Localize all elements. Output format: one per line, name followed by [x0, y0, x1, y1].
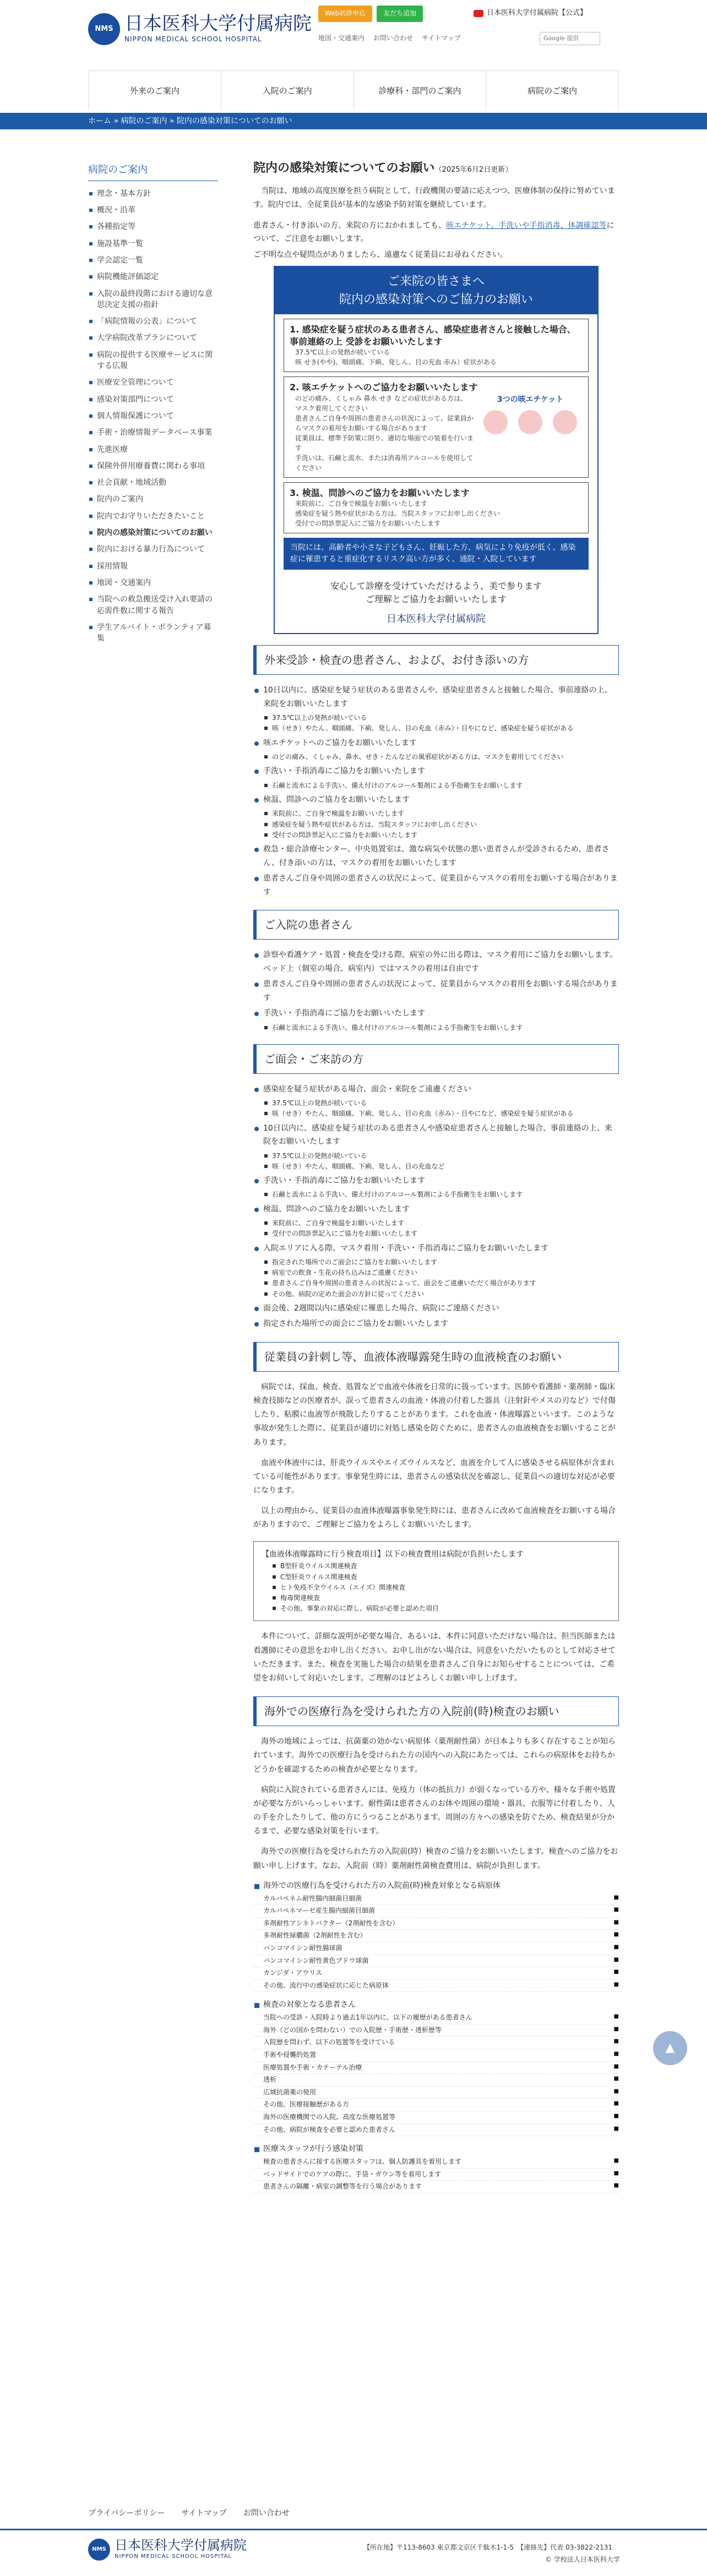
matrix-row: [253, 2037, 619, 2049]
matrix-label: その他、流行中の感染症状に応じた病原体: [263, 1981, 389, 1989]
matrix-row: [253, 1967, 619, 1980]
list-item: 指定された場所での面会にご協力をお願いいたします: [253, 1317, 619, 1331]
sub-list-item: 受付での問診票記入にご協力をお願いいたします: [253, 1229, 619, 1239]
matrix-label: 当院への受診・入院時より過去1年以内に、以下の履歴がある患者さん: [263, 2013, 472, 2022]
search-input[interactable]: Google 提供: [540, 32, 600, 45]
footer-logo-en: NIPPON MEDICAL SCHOOL HOSPITAL: [115, 2553, 232, 2560]
staff-measures-title: 医療スタッフが行う感染対策: [253, 2143, 619, 2156]
header-link-sitemap[interactable]: サイトマップ: [422, 34, 461, 42]
matrix-mark: ■: [613, 2026, 619, 2032]
blood-exposure-text-4: 本件について、詳細な説明が必要な場合、あるいは、本件に同意いただけない場合は、担当医師または看護師にその意思をお申し出ください。お申し出がない場合は、同意をいただいたものとして対応させていただきます。また、検査を実施した場合の結果を患者さんご自身にお知らせすることについては、ご希望をお伺いして対応いたします。ご理解のほどよろしくお願い申し上げます。: [253, 1632, 616, 1683]
footer-address: 【所在地】〒113-8603 東京都文京区千駄木1-1-5 【連絡先】代表 03-3822-2131: [363, 2544, 612, 2551]
sub-list-item: 37.5℃以上の発熱が続いている: [253, 1151, 619, 1161]
list-item: 手洗い・手指消毒にご協力をお願いいたします: [253, 765, 619, 778]
nav-departments[interactable]: 診療科・部門のご案内: [354, 71, 486, 110]
matrix-row: [253, 2156, 619, 2169]
cough-etiquette-link[interactable]: 咳エチケット、手洗いや手指消毒、体調確認等: [446, 221, 607, 230]
poster-list-item: 従業員は、標準予防策に則り、適切な場面での装着を行います: [295, 434, 474, 452]
sleeve-person-icon: [553, 410, 577, 434]
poster-box-2-title: 2. 咳エチケットへのご協力をお願いいたします: [290, 382, 478, 393]
sidebar-item[interactable]: 社会貢献・地域活動: [88, 474, 218, 491]
matrix-mark: ■: [613, 2076, 619, 2082]
matrix-row: [253, 2012, 619, 2024]
main-content: [253, 159, 619, 2476]
section-blood-exposure: 従業員の針刺し等、血液体液曝露発生時の血液検査のお願い: [253, 1342, 619, 1372]
matrix-row: [253, 2074, 619, 2087]
copyright: © 学校法人日本医科大学: [545, 2556, 620, 2563]
sidebar-item[interactable]: 概況・沿革: [88, 202, 218, 219]
poster-list-item: 感染症を疑う熱や症状がある方は、当院スタッフにお申し出ください: [295, 510, 501, 518]
header-link-contact[interactable]: お問い合わせ: [373, 34, 414, 42]
intro-text-2: [253, 219, 619, 246]
sidebar-item[interactable]: 院内における暴力行為について: [88, 541, 218, 558]
matrix-label: 透析: [263, 2076, 277, 2084]
test-item: その他、事象の対応に際し、病院が必要と認めた項目: [262, 1603, 611, 1614]
sidebar-item[interactable]: 施設基準一覧: [88, 236, 218, 252]
footer-link-contact[interactable]: お問い合わせ: [243, 2509, 290, 2518]
sidebar-item[interactable]: 院内でお守りいただきたいこと: [88, 508, 218, 525]
sub-list-item: 37.5℃以上の発熱が続いている: [253, 713, 619, 723]
logo-emblem-icon: NMS: [88, 13, 120, 45]
test-item: B型肝炎ウイルス関連検査: [262, 1561, 611, 1571]
matrix-label: 海外（どの国かを問わない）での入院歴・手術歴・透析歴等: [263, 2026, 442, 2034]
poster-list-item: 37.5℃以上の発熱が続いている: [295, 348, 390, 357]
matrix-label: 広域抗菌薬の使用: [263, 2088, 317, 2096]
poster-box-1-title: 1. 感染症を疑う症状のある患者さん、感染症患者さんと接触した場合、事前連絡の上 受診をお願いいたします: [290, 324, 576, 347]
list-item: 検温、問診へのご協力をお願いいたします: [253, 1203, 619, 1216]
sub-list-item: その他、病院の定めた面会の方針に従ってください: [253, 1289, 619, 1300]
sub-list-item: 患者さんご自身や周囲の患者さんの状況によって、面会をご遠慮いただく場合があります: [253, 1278, 619, 1289]
list-item: 救急・総合診療センター、中央処置室は、激な病気や状態の悪い患者さんが受診されるため、患者さん、付き添いの方は、マスクの着用をお願いいたします: [253, 843, 619, 870]
matrix-row: [253, 2024, 619, 2037]
matrix-label: 多剤耐性アシネトバクター（2剤耐性を含む）: [263, 1919, 399, 1927]
arrow-up-icon: ▲: [665, 2041, 675, 2055]
sub-list-item: 指定された場所でのご面会にご協力をお願いいたします: [253, 1257, 619, 1268]
sidebar-item[interactable]: 地図・交通案内: [88, 575, 218, 591]
matrix-mark: ■: [613, 2050, 619, 2057]
overseas-text-2: 病院に入院されている患者さんには、免疫力（体の抵抗力）が弱くなっている方や、様々な手術や処置が必要な方がいらっしゃいます。耐性菌は患者さんのお体や周囲の環境・器具、衣服等に付着したり、人の手を介したりして、他の方にうつることがあります。周囲の方々への感染を防ぐため、検査結果が分かるまで、必要な感染対策を行います。: [253, 1785, 616, 1836]
sub-list-item: 来院前に、ご自身で検温をお願いいたします: [253, 1218, 619, 1229]
matrix-row: [253, 2062, 619, 2075]
sidebar: [88, 162, 218, 647]
sidebar-item[interactable]: 個人情報保護について: [88, 408, 218, 424]
target-patients-title: 検査の対象となる患者さん: [253, 1999, 619, 2012]
update-date: （2025年6月2日更新）: [434, 166, 513, 174]
blood-exposure-text-1: 病院では、採血、検査、処置などで血液や体液を日常的に扱っています。医師や看護師・薬剤師・臨床検査技師などの医療者が、誤って患者さんの血液・体液の付着した器具（注射針やメスの刃など）で付傷したり、粘膜に血液等が飛散したりすることがあります。これを血液・体液曝露といいます。このような事故が発生した際に、従業員が適切に対処し感染を防ぐために、患者さんの血液検査をお願いすることがあります。: [253, 1382, 616, 1447]
list-item: 患者さんご自身や周囲の患者さんの状況によって、従業員からマスクの着用をお願いする場合があります: [253, 872, 619, 899]
matrix-row: [253, 2049, 619, 2062]
sidebar-item[interactable]: 院内のご案内: [88, 491, 218, 507]
sidebar-item[interactable]: 「病院情報の公表」について: [88, 313, 218, 330]
matrix-label: 患者さんの隔離・病室の調整等を行う場合があります: [263, 2182, 422, 2191]
sidebar-item[interactable]: 病院機能評価認定: [88, 269, 218, 285]
matrix-label: その他、病院が検査を必要と認めた患者さん: [263, 2125, 396, 2133]
poster-box-3: [284, 482, 589, 534]
matrix-label: その他、医療接触歴がある方: [263, 2100, 350, 2109]
global-nav: [88, 70, 619, 110]
matrix-label: ベッドサイドでのケアの際に、手袋・ガウン等を着用します: [263, 2170, 442, 2178]
pathogen-list-title: 海外での医療行為を受けられた方の入院前(時)検査対象となる病原体: [253, 1880, 619, 1893]
sub-list-item: 感染症を疑う熱や症状がある方は、当院スタッフにお申し出ください: [253, 820, 619, 830]
matrix-mark: ■: [613, 1944, 619, 1951]
footer-link-sitemap[interactable]: サイトマップ: [181, 2509, 227, 2518]
sidebar-item[interactable]: 保険外併用療養費に関わる事項: [88, 458, 218, 474]
sub-list-item: 病室での飲食・生花の持ち込みはご遠慮ください: [253, 1268, 619, 1278]
sidebar-item[interactable]: 医療安全管理について: [88, 374, 218, 391]
sidebar-item[interactable]: 採用情報: [88, 558, 218, 575]
footer-emblem-icon: NMS: [88, 2539, 110, 2561]
poster-logo: 日本医科大学付属病院: [387, 613, 486, 625]
poster-list-item: 受付での問診票記入にご協力をお願いいたします: [295, 520, 441, 528]
list-item: 患者さんご自身や周囲の患者さんの状況によって、従業員からマスクの着用をお願いする場合があります: [253, 978, 619, 1005]
matrix-label: カルバペネム耐性腸内細菌目細菌: [263, 1894, 362, 1902]
matrix-row: [253, 1980, 619, 1993]
list-item: 入院エリアに入る際、マスク着用・手洗い・手指消毒にご協力をお願いいたします: [253, 1242, 619, 1256]
matrix-mark: ■: [613, 1956, 619, 1963]
poster-box-3-title: 3. 検温、問診へのご協力をお願いいたします: [290, 487, 470, 498]
matrix-row: [253, 2111, 619, 2124]
matrix-row: [253, 2181, 619, 2193]
matrix-mark: ■: [613, 2013, 619, 2020]
back-to-top-button[interactable]: [653, 2031, 687, 2065]
blood-exposure-text-2: 血液や体液中には、肝炎ウイルスやエイズウイルスなど、血液を介して人に感染させる病原体が含まれている可能性があります。事象発生時には、患者さんの感染状況を確認し、従業員への適切な対応が必要になります。: [253, 1458, 615, 1496]
test-items-box: [253, 1541, 619, 1622]
footer-logo[interactable]: [88, 2538, 247, 2561]
sidebar-item[interactable]: 病院の提供する医療サービスに関する広報: [88, 347, 218, 375]
sidebar-item[interactable]: 各種指定等: [88, 219, 218, 235]
sidebar-title[interactable]: 病院のご案内: [88, 162, 218, 181]
section-overseas: 海外での医療行為を受けられた方の入院前(時)検査のお願い: [253, 1696, 619, 1726]
matrix-label: バンコマイシン耐性腸球菌: [263, 1944, 342, 1952]
page-title-text: 院内の感染対策についてのお願い: [253, 161, 435, 175]
test-items-title: 【血液体液曝露時に行う検査項目】以下の検査費用は病院が負担いたします: [262, 1549, 524, 1559]
test-item: C型肝炎ウイルス関連検査: [262, 1572, 611, 1582]
list-item: 10日以内に、感染症を疑う症状のある患者さんや感染症患者さんと接触した場合、事前連絡の上、来院をお願いいたします: [253, 1122, 619, 1149]
mask-person-icon: [483, 410, 508, 434]
site-footer: [0, 2529, 707, 2576]
matrix-label: 医療処置や手術・カテーテル治療: [263, 2063, 362, 2071]
intro-part-end: について、ご注意をお願いします。: [253, 221, 614, 244]
sidebar-item[interactable]: 入院の最終段階における適切な意思決定支援の指針: [88, 286, 218, 314]
sidebar-item[interactable]: 院内の感染対策についてのお願い: [88, 525, 218, 541]
poster-heading-2: 院内の感染対策へのご協力のお願い: [339, 293, 533, 307]
matrix-row: [253, 1955, 619, 1968]
poster-footer: [275, 574, 597, 612]
overseas-text-1: 海外の地域によっては、抗菌薬の効かない病原体（薬剤耐性菌）が日本よりも多く存在することが知られています。海外での医療行為を受けられた方の国内への入院にあたっては、これらの病原体をお持ちかどうかを確認するための検査が必要となります。: [253, 1737, 616, 1774]
infection-poster: [274, 266, 599, 634]
matrix-row: [253, 1918, 619, 1930]
site-header: [0, 0, 707, 66]
sidebar-item[interactable]: 先進医療: [88, 441, 218, 458]
sub-list-item: 37.5℃以上の発熱が続いている: [253, 1098, 619, 1109]
sidebar-item[interactable]: 学生アルバイト・ボランティア募集: [88, 619, 218, 647]
section-inpatient: ご入院の患者さん: [253, 910, 619, 940]
header-link-map[interactable]: 地図・交通案内: [318, 34, 365, 42]
sidebar-item[interactable]: 手術・治療情報データベース事業: [88, 424, 218, 441]
intro-text-3: ご不明な点や疑問点がありましたら、遠慮なく従業員にお尋ねください。: [253, 250, 508, 259]
matrix-mark: ■: [613, 1919, 619, 1925]
matrix-mark: ■: [613, 2182, 619, 2189]
matrix-mark: ■: [613, 2113, 619, 2119]
poster-box-2: [284, 376, 589, 478]
sub-list-item: 受付での問診票記入にご協力をお願いいたします: [253, 830, 619, 841]
matrix-mark: ■: [613, 2157, 619, 2164]
matrix-mark: ■: [613, 1907, 619, 1913]
logo-name-en: NIPPON MEDICAL SCHOOL HOSPITAL: [124, 35, 262, 43]
intro-text: 当院は、地域の高度医療を担う病院として、行政機関の要請に応えつつ、医療体制の保持に努めています。院内では、全従業員が基本的な感染予防対策を継続しています。: [253, 187, 615, 210]
matrix-label: バンコマイシン耐性黄色ブドウ球菌: [263, 1956, 369, 1964]
footer-link-privacy[interactable]: プライバシーポリシー: [88, 2509, 165, 2518]
poster-footer-1: 安心して診療を受けていただけるよう、美で参ります: [330, 581, 542, 592]
poster-list-item: 来院前に、ご自身で検温をお願いいたします: [295, 500, 428, 508]
poster-box-1: [284, 319, 589, 372]
matrix-row: [253, 2099, 619, 2111]
matrix-mark: ■: [613, 1969, 619, 1975]
matrix-label: カンジダ・アウリス: [263, 1969, 322, 1977]
matrix-mark: ■: [613, 1981, 619, 1988]
list-item: 検温、問診へのご協力をお願いいたします: [253, 793, 619, 807]
matrix-row: [253, 1930, 619, 1942]
matrix-label: 海外の医療機関での入院、高度な医療処置等: [263, 2113, 396, 2121]
matrix-row: [253, 2087, 619, 2099]
youtube-label: 日本医科大学付属病院【公式】: [487, 9, 588, 17]
poster-list-item: 患者さんご自身や周囲の患者さんの状況によって、従業員からマスクの着用をお願いする場合があります: [295, 414, 474, 432]
sidebar-item[interactable]: 学会認定一覧: [88, 252, 218, 269]
matrix-mark: ■: [613, 2063, 619, 2070]
matrix-row: [253, 1905, 619, 1918]
matrix-mark: ■: [613, 2038, 619, 2045]
poster-footer-2: ご理解とご協力をお願いいたします: [365, 594, 507, 605]
nav-hospital[interactable]: 病院のご案内: [486, 71, 619, 110]
overseas-text-3: 海外での医療行為を受けられた方の入院前(時）検査のご協力をお願いいたします。検査へのご協力をお願い申し上げます。なお、入院前（時）薬剤耐性菌検査費用は、病院が負担します。: [253, 1847, 618, 1870]
sidebar-item[interactable]: 理念・基本方針: [88, 185, 218, 202]
matrix-row: [253, 1942, 619, 1955]
matrix-label: カルバペネマーゼ産生腸内細菌目細菌: [263, 1907, 375, 1915]
poster-list-item: のどの痛み、くしゃみ 鼻水 せき などの症状がある方は、マスク着用してください: [295, 394, 467, 412]
nav-outpatient[interactable]: 外来のご案内: [88, 71, 221, 110]
list-item: 診察や看護ケア・処置・検査を受ける際、病室の外に出る際は、マスク着用にご協力をお願いします。ベッド上（個室の場合、病室内）ではマスクの着用は自由です: [253, 948, 619, 975]
sidebar-item[interactable]: 感染対策部門について: [88, 391, 218, 408]
matrix-label: 入院歴を問わず、以下の処置等を受けている: [263, 2038, 395, 2046]
matrix-mark: ■: [613, 2125, 619, 2132]
cough-etiquette-figure: [478, 394, 583, 473]
sub-list-item: 来院前に、ご自身で検温をお願いいたします: [253, 809, 619, 819]
youtube-link[interactable]: [474, 8, 587, 19]
sub-list-item: 咳（せき）やたん、咽頭痛、下痢、発しん、目の充血（赤み）・目やになど、感染症を疑う症状がある: [253, 723, 619, 734]
sub-list-item: 石鹸と流水による手洗い、備え付けのアルコール製剤による手指衛生をお願いします: [253, 1189, 619, 1200]
footer-links: [88, 2507, 290, 2519]
section-outpatient: 外来受診・検査の患者さん、および、お付き添いの方: [253, 645, 619, 675]
nav-inpatient[interactable]: 入院のご案内: [221, 71, 354, 110]
intro-part: 患者さん・付き添いの方、来院の方におかれましても、: [253, 221, 446, 230]
section-visitors: ご面会・ご来訪の方: [253, 1044, 619, 1074]
list-item: 咳エチケットへのご協力をお願いいたします: [253, 736, 619, 750]
matrix-row: [253, 2124, 619, 2137]
poster-note: 当院には、高齢者や小さな子どもさん、妊娠した方、病気により免疫が低く、感染症に罹患すると重症化するリスク高い方が多く、通院・入院しています: [284, 538, 589, 570]
test-item: ヒト免疫不全ウイルス（エイズ）関連検査: [262, 1582, 611, 1593]
list-item: 感染症を疑う症状がある場合、面会・来院をご遠慮ください: [253, 1083, 619, 1096]
logo-name-jp: 日本医科大学付属病院: [124, 12, 312, 35]
page-title: [253, 159, 619, 178]
poster-list-item: 咳 せき(やや)、咽頭痛、下痢、発しん、目の充血 赤み）症状がある: [295, 358, 497, 367]
web-first-visit-button[interactable]: Web初診申込: [318, 6, 372, 22]
sidebar-item[interactable]: 当院への救急搬送受け入れ要請の応需件数に関する報告: [88, 591, 218, 619]
matrix-label: 検査の患者さんに接する医療スタッフは、個人防護具を着用します: [263, 2157, 462, 2165]
list-item: 手洗い・手指消毒にご協力をお願いいたします: [253, 1174, 619, 1188]
blood-exposure-text-3: 以上の理由から、従業員の血液体液曝露事象発生時には、患者さんに改めて血液検査をお願いする場合がありますので、ご理解とご協力をよろしくお願いいたします。: [253, 1507, 616, 1530]
youtube-icon: [474, 10, 483, 17]
line-add-friend-button[interactable]: 友だち追加: [377, 6, 423, 22]
matrix-row: [253, 2169, 619, 2181]
list-item: 面会後、2週間以内に感染症に罹患した場合、病院にご連絡ください: [253, 1302, 619, 1316]
footer-logo-jp: 日本医科大学付属病院: [115, 2537, 247, 2553]
matrix-mark: ■: [613, 1931, 619, 1938]
poster-heading: [275, 267, 597, 314]
sub-list-item: 石鹸と流水による手洗い、備え付けのアルコール製剤による手指衛生をお願いします: [253, 781, 619, 791]
matrix-mark: ■: [613, 2100, 619, 2107]
sub-list-item: 石鹸と流水による手洗い、備え付けのアルコール製剤による手指衛生をお願いします: [253, 1023, 619, 1033]
matrix-mark: ■: [613, 1894, 619, 1901]
matrix-label: 多剤耐性緑膿菌（2剤耐性を含む）: [263, 1931, 367, 1940]
sidebar-item[interactable]: 大学病院改革プランについて: [88, 330, 218, 346]
breadcrumb[interactable]: ホーム » 病院のご案内 » 院内の感染対策についてのお願い: [0, 113, 707, 129]
site-logo[interactable]: [88, 13, 312, 45]
sub-list-item: 咳（せき）やたん、咽頭痛、下痢、発しん、目の充血など: [253, 1161, 619, 1172]
test-item: 梅毒関連検査: [262, 1593, 611, 1603]
sub-list-item: 咳（せき）やたん、咽頭痛、下痢、発しん、目の充血（赤み）・目やになど、感染症を疑う症状がある: [253, 1109, 619, 1119]
list-item: 手洗い・手指消毒にご協力をお願いいたします: [253, 1007, 619, 1020]
tissue-person-icon: [518, 410, 542, 434]
poster-heading-1: ご来院の皆さまへ: [387, 275, 485, 289]
matrix-label: 手術や侵襲的処置: [263, 2050, 317, 2059]
poster-list-item: 手洗いは、石鹸と流水、または消毒用アルコールを使用してください: [295, 454, 474, 472]
matrix-mark: ■: [613, 2088, 619, 2094]
matrix-row: [253, 1893, 619, 1906]
list-item: 10日以内に、感染症を疑う症状のある患者さんや、感染症患者さんと接触した場合、事前連絡の上、来院をお願いいたします: [253, 684, 619, 711]
cough-etiquette-caption: 3つの咳エチケット: [497, 395, 564, 404]
sub-list-item: のどの痛み、くしゃみ、鼻水、せき・たんなどの風邪症状がある方は、マスクを着用してください: [253, 752, 619, 762]
matrix-mark: ■: [613, 2170, 619, 2176]
